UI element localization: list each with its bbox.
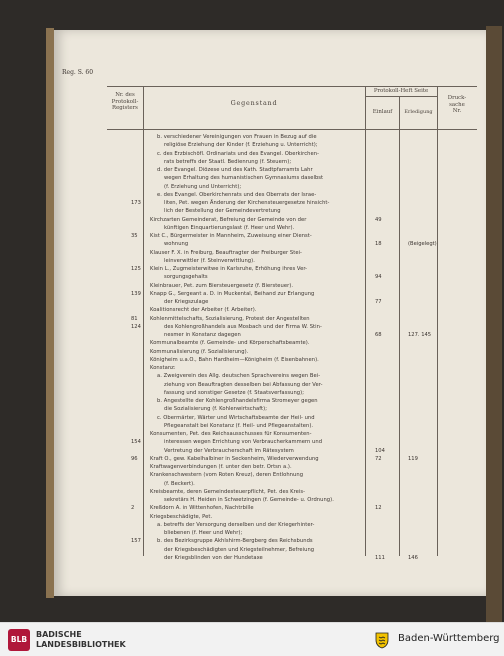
header-drucksache (438, 95, 476, 115)
entry-line: Konstanz: (150, 365, 176, 371)
state-name[interactable]: Baden-Württemberg (398, 633, 500, 644)
page-edge (486, 26, 502, 622)
entry-line: Kraftwagenverbindungen (f. unter den betr. Ortsn a.). (150, 464, 292, 470)
regnr-cell: 2 (131, 505, 135, 512)
blb-logo[interactable]: BLB (8, 629, 30, 651)
regnr-cell: 96 (131, 455, 138, 462)
entry-line: leinverwittler (f. Steinverwittlung). (164, 257, 255, 264)
entry-line: wohnung (164, 241, 189, 248)
entry-line: sorgungsgehalts (164, 274, 208, 281)
regnr-cell: 124 (131, 323, 141, 330)
regnr-cell: 173 (131, 200, 141, 206)
entry-line: die Sozialisierung (f. Kohlenwirtschaft); (164, 406, 268, 413)
erledigung-cell: 127. 145 (408, 332, 432, 338)
header-erledigung: Erledigung (404, 109, 433, 115)
entry-line: Klein L., Zugmeisterwitwe in Karlsruhe, Erhöhung ihres Ver- (150, 266, 308, 272)
entry-line: Kreßdorn A. in Wittenhofen, Nachtrbille (150, 505, 254, 512)
einlauf-cell: 72 (375, 455, 382, 462)
entry-line: a. betreffs der Versorgung derselben und der Kriegerhinter- (157, 521, 315, 528)
bw-crest-icon (372, 630, 392, 650)
regnr-cell: 81 (131, 315, 138, 322)
entry-line: (f. Beckert). (164, 480, 195, 487)
entry-line: Klauser F. X. in Freiburg, Beauftragter der Freiburger Stei- (150, 249, 302, 256)
entry-line: Kist C., Bürgermeister in Mannheim, Zuweisung einer Dienst- (150, 233, 312, 239)
header-regnr-line: Nr. des (115, 92, 135, 98)
regnr-cell: 154 (131, 439, 141, 446)
entry-line: c. Obermärter, Wärter und Wirtschaftsbeamte der Heil- und (157, 414, 315, 421)
entry-line: der Kriegszulage (164, 299, 209, 305)
column-rule-2 (365, 86, 366, 556)
library-name-line: BADISCHE (36, 630, 82, 639)
header-drucksache-line: Nr. (452, 108, 462, 114)
entry-line: d. der Evangel. Diözese und des Kath. Stadtpfarramts Lahr (157, 167, 313, 173)
entry-line: rats betreffs der Staatl. Bedienrung (f. Steuern); (164, 158, 292, 165)
entry-line: c. des Erzbischöfl. Ordinariats und des Evangel. Oberkirchen- (157, 150, 319, 157)
entry-line: sekretärs H. Heiden in Schwetzingen (f. Gemeinde- u. Ordnung). (164, 497, 334, 503)
table-header-rule (107, 129, 477, 130)
entry-line: Kleinbrauer, Pet. zum Biersteuergesetz (f. Biersteuer). (150, 282, 294, 289)
entry-line: der Kriegsblinden von der Hundetaxe (164, 554, 263, 561)
header-regnr-line: Protokoll- (111, 98, 139, 105)
entry-line: Vertretung der Verbraucherschaft im Rätesystem (164, 447, 294, 454)
entry-line: Kraft O., gew. Kabelhalbiner in Seckenheim, Wiederverwendung (150, 455, 319, 462)
entry-line: Kommunalbeamte (f. Gemeinde- und Körperschaftsbeamte). (150, 340, 310, 347)
entry-line: fassung und sonstiger Gesetze (f. Staatsverfassung); (164, 389, 304, 396)
entry-line: nesmer in Konstanz dagegen (164, 332, 241, 338)
entry-line: Konsumenten, Pet. des Reichsausschusses für Konsumenten- (150, 431, 312, 437)
book-spine (46, 28, 54, 598)
entry-line: Krankenschwestern (vom Roten Kreuz), deren Entlohnung (150, 472, 304, 479)
einlauf-cell: 12 (375, 505, 382, 512)
einlauf-cell: 104 (375, 447, 385, 454)
entry-line: religiöse Erziehung der Kinder (f. Erziehung u. Unterricht); (164, 142, 318, 149)
header-protokoll: Protokoll-Heft Seite (373, 88, 429, 94)
column-rule-1 (143, 86, 144, 556)
entry-line: bliebenen (f. Heer und Wehr); (164, 530, 243, 536)
einlauf-cell: 77 (375, 299, 382, 305)
header-einlauf: Einlauf (372, 109, 393, 115)
entry-line: Knapp G., Sergeant a. D. in Muckental, Beihand zur Erlangung (150, 290, 315, 297)
entry-line: e. des Evangel. Oberkirchenrats und des Oberrats der Israe- (157, 191, 317, 198)
entry-line: wegen Erhaltung des humanistischen Gymnasiums daselbst (164, 175, 324, 182)
entry-line: Kreisbeamte, deren Gemeindesteuerpflicht, Pet. des Kreis- (150, 488, 306, 495)
entry-line: Kohlenmittelschafts, Sozialisierung, Protest der Angestellten (150, 315, 310, 322)
footer-bar (0, 622, 504, 656)
regnr-cell: 125 (131, 266, 141, 272)
header-gegenstand: Gegenstand (230, 99, 278, 107)
einlauf-cell: 111 (375, 554, 385, 561)
entry-line: des Kohlengroßhandels aus Mosbach und der Firma W. Stin- (164, 323, 322, 330)
entry-line: Kirchzarten Gemeinderat, Befreiung der Gemeinde von der (150, 216, 307, 223)
header-regnr (108, 92, 142, 112)
einlauf-cell: 49 (375, 216, 382, 223)
entry-line: Koalitionsrecht der Arbeiter (f. Arbeiter). (150, 307, 257, 314)
entry-line: Königheim u.a.O., Bahn Hardheim—Königheim (f. Eisenbahnen). (150, 356, 319, 363)
entry-line: ziehung von Beauftragten desselben bei Abfassung der Ver- (164, 381, 323, 388)
erledigung-cell: 146 (408, 554, 418, 561)
entry-line: Kommunalisierung (f. Sozialisierung). (150, 348, 249, 355)
entry-line: der Kriegsbeschädigten und Kriegsteilnehmer, Befreiung (164, 546, 315, 553)
entry-line: (f. Erziehung und Unterricht); (164, 183, 242, 190)
column-rule-3 (399, 96, 400, 556)
regnr-cell: 35 (131, 233, 138, 239)
entry-line: b. verschiedener Vereinigungen von Frauen in Bezug auf die (157, 134, 317, 140)
entry-line: a. Zweigverein des Allg. deutschen Sprachvereins wegen Bei- (157, 373, 321, 380)
library-name[interactable] (36, 630, 126, 650)
erledigung-cell: 119 (408, 455, 418, 462)
einlauf-cell: 68 (375, 332, 382, 338)
entry-line: liten, Pet. wegen Änderung der Kirchensteuergesetze hinsicht- (164, 200, 330, 206)
einlauf-cell: 18 (375, 241, 382, 248)
column-rule-4 (437, 86, 438, 556)
entry-line: lich der Bestellung der Gemeindevertretung (164, 208, 281, 215)
erledigung-cell: (Beigelegt) (408, 241, 437, 248)
register-page-label: Reg. S. 60 (62, 69, 94, 76)
header-regnr-line: Registers (112, 105, 138, 111)
protokoll-subheader-rule (365, 96, 437, 97)
entry-line: interessen wegen Errichtung von Verbraucherkammern und (164, 439, 323, 446)
entry-line: Kriegsbeschädigte, Pet. (150, 513, 213, 520)
table-top-rule (107, 86, 477, 87)
header-drucksache-line: Druck- (447, 95, 467, 101)
header-drucksache-line: sache (449, 101, 465, 108)
entry-line: künftigen Einquartierungslast (f. Heer und Wehr). (164, 224, 295, 231)
library-name-line: LANDESBIBLIOTHEK (36, 640, 126, 649)
regnr-cell: 139 (131, 290, 141, 297)
entry-line: b. Angestellte der Kohlengroßhandelsfirma Stromeyer gegen (157, 398, 318, 404)
einlauf-cell: 94 (375, 274, 382, 281)
regnr-cell: 157 (131, 538, 141, 545)
entry-line: Pflegeanstalt bei Konstanz (f. Heil- und Pflegeanstalten). (164, 422, 314, 429)
entry-line: b. des Bezirksgruppe Akhlshirm-Bergberg des Reichsbunds (157, 538, 313, 545)
